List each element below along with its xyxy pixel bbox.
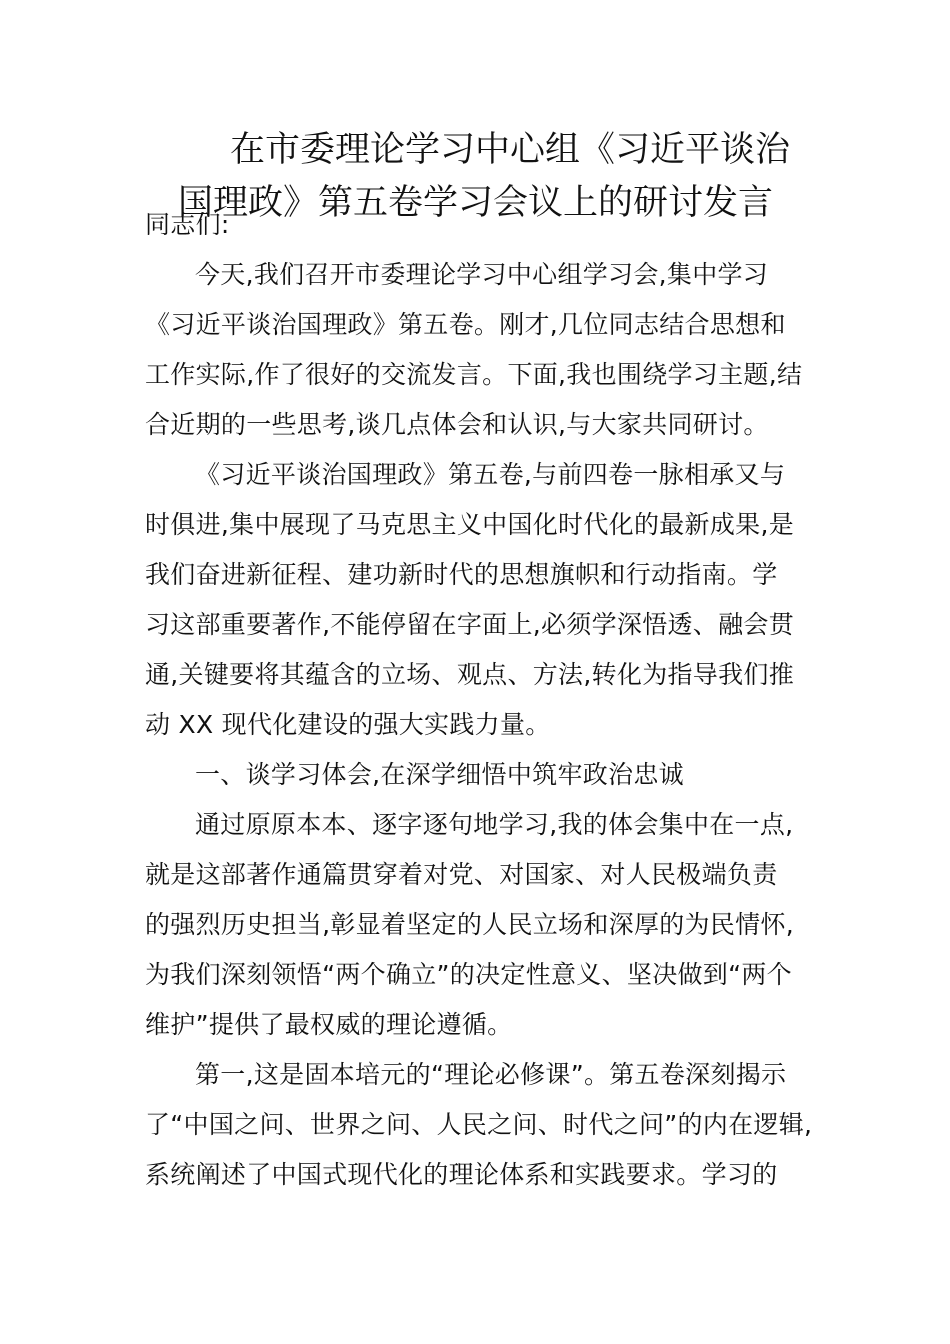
text-line: 动 XX 现代化建设的强大实践力量。 bbox=[145, 710, 551, 739]
text-line: 《习近平谈治国理政》第五卷,与前四卷一脉相承又与 bbox=[195, 460, 786, 489]
section-heading: 一、谈学习体会,在深学细悟中筑牢政治忠诚 bbox=[195, 760, 684, 789]
text-line: 第一,这是固本培元的“理论必修课”。第五卷深刻揭示 bbox=[195, 1060, 787, 1089]
text-line: 《习近平谈治国理政》第五卷。刚才,几位同志结合思想和 bbox=[145, 310, 786, 339]
title-line-1: 在市委理论学习中心组《习近平谈治 bbox=[230, 130, 791, 170]
document-body bbox=[145, 200, 815, 1200]
text-line: 维护”提供了最权威的理论遵循。 bbox=[145, 1010, 513, 1039]
text-line: 习这部重要著作,不能停留在字面上,必须学深悟透、融会贯 bbox=[145, 610, 794, 639]
text-line: 为我们深刻领悟“两个确立”的决定性意义、坚决做到“两个 bbox=[145, 960, 792, 989]
text-line: 合近期的一些思考,谈几点体会和认识,与大家共同研讨。 bbox=[145, 410, 769, 439]
text-line: 我们奋进新征程、建功新时代的思想旗帜和行动指南。学 bbox=[145, 560, 778, 589]
text-line: 时俱进,集中展现了马克思主义中国化时代化的最新成果,是 bbox=[145, 510, 794, 539]
text-line: 了“中国之问、世界之问、人民之问、时代之问”的内在逻辑, bbox=[145, 1110, 813, 1139]
title-line-2: 国理政》第五卷学习会议上的研讨发言 bbox=[178, 183, 774, 223]
text-line: 工作实际,作了很好的交流发言。下面,我也围绕学习主题,结 bbox=[145, 360, 803, 389]
text-line: 系统阐述了中国式现代化的理论体系和实践要求。学习的 bbox=[145, 1160, 778, 1189]
text-line: 通,关键要将其蕴含的立场、观点、方法,转化为指导我们推 bbox=[145, 660, 794, 689]
text-line: 就是这部著作通篇贯穿着对党、对国家、对人民极端负责 bbox=[145, 860, 778, 889]
text-line: 通过原原本本、逐字逐句地学习,我的体会集中在一点, bbox=[195, 810, 794, 839]
text-line: 的强烈历史担当,彰显着坚定的人民立场和深厚的为民情怀, bbox=[145, 910, 794, 939]
text-line: 同志们: bbox=[145, 210, 230, 239]
text-line: 今天,我们召开市委理论学习中心组学习会,集中学习 bbox=[195, 260, 769, 289]
